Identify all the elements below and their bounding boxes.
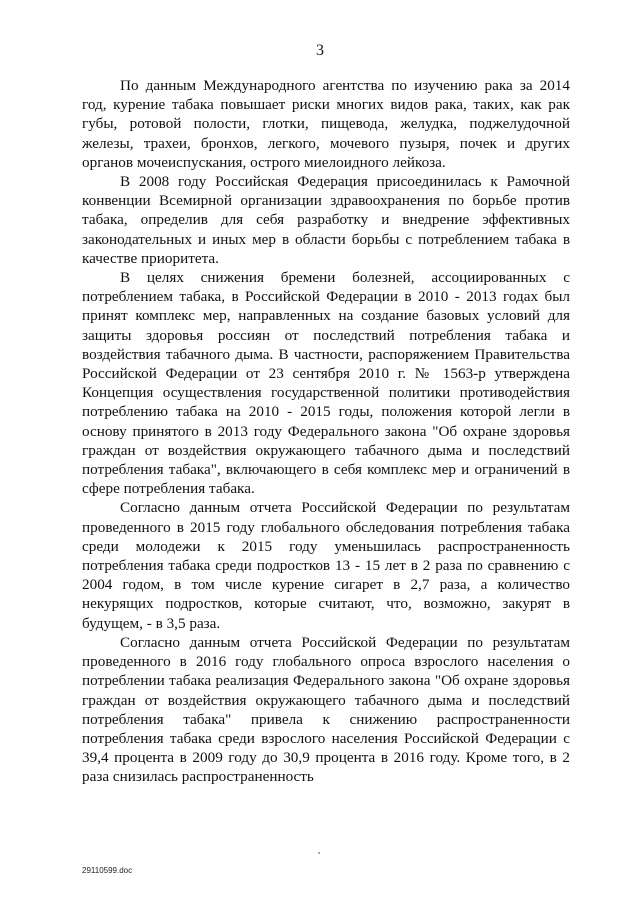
paragraph-adult-survey-2016: Согласно данным отчета Российской Федерации по результатам проведенного в 2016 году глобального опроса взрослого населения о потреблении табака реализация Федерального закона "Об охране здоровья граждан от воздействия окружающего табачного дыма и последствий потребления табака" привела к снижению распространенности потребления табака среди взрослого населения Российской Федерации с 39,4 процента в 2009 году до 30,9 процента в 2016 году. Кроме того, в 2 раза снизилась распространенность <box>82 633 570 786</box>
document-body <box>82 76 570 787</box>
paragraph-youth-survey-2015: Согласно данным отчета Российской Федерации по результатам проведенного в 2015 году глобального обследования потребления табака среди молодежи к 2015 году уменьшилась распространенность потребления табака среди подростков 13 - 15 лет в 2 раза по сравнению с 2004 годом, в том числе курение сигарет в 2,7 раза, а количество некурящих подростков, которые считают, что, возможно, закурят в будущем, - в 3,5 раза. <box>82 499 570 632</box>
page-number: 3 <box>316 42 324 59</box>
footer-dot-mark <box>318 852 320 854</box>
paragraph-cancer-risks: По данным Международного агентства по изучению рака за 2014 год, курение табака повышает риски многих видов рака, таких, как рак губы, ротовой полости, глотки, пищевода, желудка, поджелудочной железы, трахеи, бронхов, легкого, мочевого пузыря, почек и других органов мочеиспускания, острого миелоидного лейкоза. <box>82 77 570 171</box>
paragraph-measures-2010-2013: В целях снижения бремени болезней, ассоциированных с потреблением табака, в Российской Федерации в 2010 - 2013 годах был принят комплекс мер, направленных на создание базовых условий для защиты здоровья россиян от последствий потребления табака и воздействия табачного дыма. В частности, распоряжением Правительства Российской Федерации от 23 сентября 2010 г. № 1563-р утверждена Концепция осуществления государственной политики противодействия потреблению табака на 2010 - 2015 годы, положения которой легли в основу принятого в 2013 году Федерального закона "Об охране здоровья граждан от воздействия окружающего табачного дыма и последствий потребления табака", включающего в себя комплекс мер и ограничений в сфере потребления табака. <box>82 269 570 498</box>
footer-filename: 29110599.doc <box>82 866 133 875</box>
paragraph-who-convention: В 2008 году Российская Федерация присоединилась к Рамочной конвенции Всемирной организации здравоохранения по борьбе против табака, определив для себя разработку и внедрение эффективных законодательных и иных мер в области борьбы с потреблением табака в качестве приоритета. <box>82 173 570 267</box>
